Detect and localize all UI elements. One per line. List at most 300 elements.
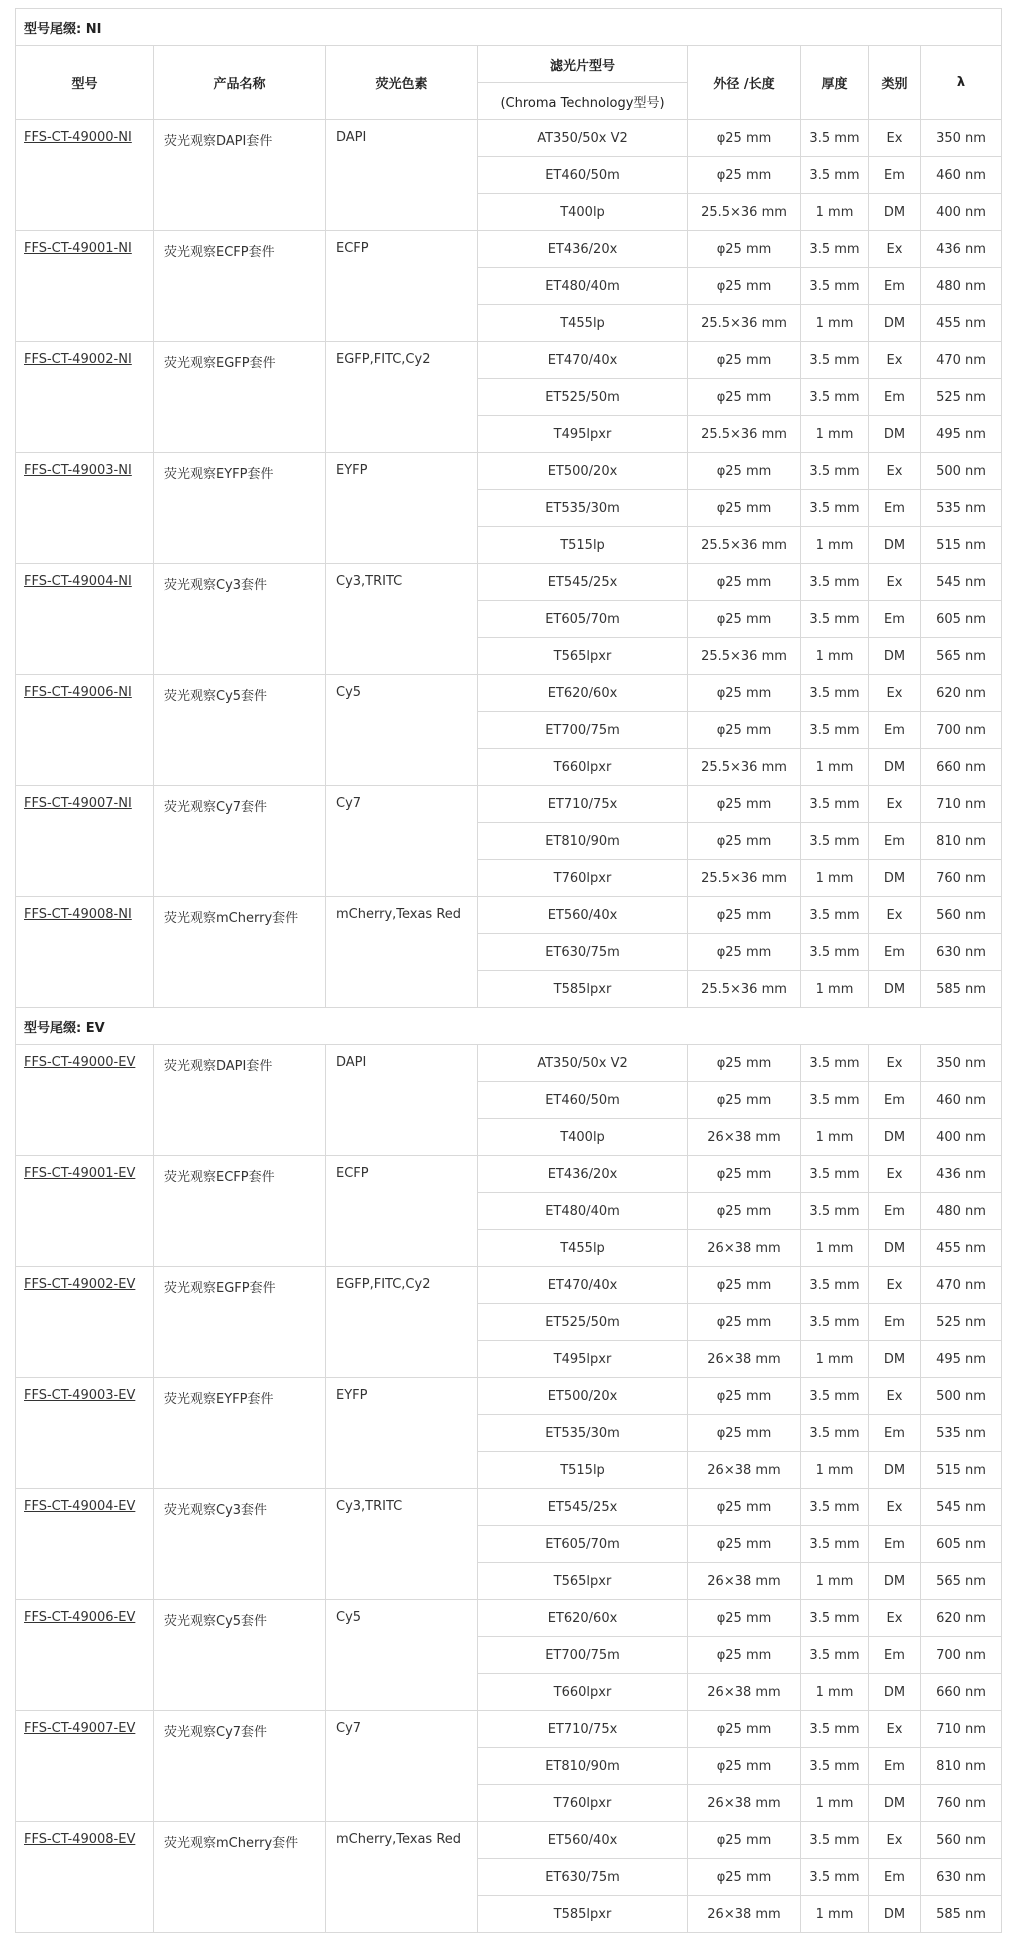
product-code-link[interactable]: FFS-CT-49006-NI (24, 685, 132, 700)
product-code-cell (16, 1711, 154, 1822)
filter-type: Ex (869, 675, 921, 712)
filter-type: Em (869, 934, 921, 971)
column-header-sub: (Chroma Technology型号) (478, 83, 688, 120)
filter-type: DM (869, 1674, 921, 1711)
filter-wavelength: 400 nm (921, 194, 1002, 231)
filter-type: DM (869, 416, 921, 453)
filter-size: 26×38 mm (688, 1896, 801, 1933)
filter-wavelength: 525 nm (921, 379, 1002, 416)
fluorophore: EYFP (326, 453, 478, 564)
filter-thickness: 3.5 mm (801, 601, 869, 638)
product-name: 荧光观察EGFP套件 (154, 342, 326, 453)
product-name: 荧光观察ECFP套件 (154, 231, 326, 342)
filter-type: DM (869, 1119, 921, 1156)
filter-size: φ25 mm (688, 1822, 801, 1859)
product-code-link[interactable]: FFS-CT-49007-NI (24, 796, 132, 811)
filter-wavelength: 560 nm (921, 1822, 1002, 1859)
product-code-cell (16, 120, 154, 231)
filter-size: 26×38 mm (688, 1785, 801, 1822)
product-name: 荧光观察EYFP套件 (154, 453, 326, 564)
filter-model: ET560/40x (478, 1822, 688, 1859)
product-code-link[interactable]: FFS-CT-49008-EV (24, 1832, 136, 1847)
filter-type: Ex (869, 1045, 921, 1082)
filter-thickness: 1 mm (801, 527, 869, 564)
filter-type: Em (869, 1193, 921, 1230)
table-row (16, 1711, 1002, 1748)
filter-size: φ25 mm (688, 1045, 801, 1082)
filter-model: ET630/75m (478, 1859, 688, 1896)
filter-wavelength: 560 nm (921, 897, 1002, 934)
filter-type: DM (869, 1452, 921, 1489)
fluorophore: ECFP (326, 231, 478, 342)
filter-wavelength: 495 nm (921, 1341, 1002, 1378)
filter-thickness: 3.5 mm (801, 934, 869, 971)
filter-model: ET480/40m (478, 1193, 688, 1230)
filter-wavelength: 350 nm (921, 1045, 1002, 1082)
section-title: 型号尾缀: EV (16, 1008, 1002, 1045)
filter-wavelength: 500 nm (921, 453, 1002, 490)
product-name: 荧光观察Cy5套件 (154, 675, 326, 786)
table-row (16, 564, 1002, 601)
product-name: 荧光观察Cy7套件 (154, 1711, 326, 1822)
filter-wavelength: 620 nm (921, 1600, 1002, 1637)
filter-thickness: 3.5 mm (801, 1711, 869, 1748)
filter-thickness: 3.5 mm (801, 342, 869, 379)
filter-model: T585lpxr (478, 971, 688, 1008)
table-row (16, 1378, 1002, 1415)
product-code-cell (16, 786, 154, 897)
filter-wavelength: 710 nm (921, 1711, 1002, 1748)
filter-wavelength: 470 nm (921, 342, 1002, 379)
filter-wavelength: 700 nm (921, 712, 1002, 749)
filter-model: ET545/25x (478, 1489, 688, 1526)
filter-thickness: 1 mm (801, 971, 869, 1008)
filter-thickness: 3.5 mm (801, 1748, 869, 1785)
filter-model: AT350/50x V2 (478, 1045, 688, 1082)
filter-type: DM (869, 194, 921, 231)
filter-type: Ex (869, 1378, 921, 1415)
filter-size: 26×38 mm (688, 1341, 801, 1378)
filter-model: ET605/70m (478, 1526, 688, 1563)
filter-thickness: 1 mm (801, 1785, 869, 1822)
filter-thickness: 3.5 mm (801, 1822, 869, 1859)
filter-wavelength: 760 nm (921, 1785, 1002, 1822)
filter-size: 25.5×36 mm (688, 749, 801, 786)
filter-size: φ25 mm (688, 268, 801, 305)
filter-model: T495lpxr (478, 416, 688, 453)
column-header: λ (921, 46, 1002, 120)
filter-model: ET545/25x (478, 564, 688, 601)
filter-wavelength: 500 nm (921, 1378, 1002, 1415)
filter-model: ET620/60x (478, 675, 688, 712)
filter-model: T565lpxr (478, 638, 688, 675)
filter-thickness: 3.5 mm (801, 268, 869, 305)
product-code-cell (16, 564, 154, 675)
filter-thickness: 3.5 mm (801, 1415, 869, 1452)
filter-model: T515lp (478, 1452, 688, 1489)
filter-model: ET620/60x (478, 1600, 688, 1637)
product-code-link[interactable]: FFS-CT-49004-EV (24, 1499, 136, 1514)
filter-model: T455lp (478, 305, 688, 342)
filter-thickness: 3.5 mm (801, 1045, 869, 1082)
filter-size: 25.5×36 mm (688, 194, 801, 231)
filter-model: ET525/50m (478, 1304, 688, 1341)
filter-wavelength: 460 nm (921, 157, 1002, 194)
filter-size: φ25 mm (688, 1489, 801, 1526)
product-code-link[interactable]: FFS-CT-49004-NI (24, 574, 132, 589)
filter-type: Em (869, 157, 921, 194)
filter-size: 26×38 mm (688, 1230, 801, 1267)
filter-model: ET470/40x (478, 1267, 688, 1304)
table-row (16, 1156, 1002, 1193)
column-header: 型号 (16, 46, 154, 120)
filter-type: Em (869, 1415, 921, 1452)
filter-type: DM (869, 1341, 921, 1378)
filter-type: DM (869, 1563, 921, 1600)
filter-size: φ25 mm (688, 157, 801, 194)
fluorophore: ECFP (326, 1156, 478, 1267)
product-code-cell (16, 897, 154, 1008)
filter-wavelength: 400 nm (921, 1119, 1002, 1156)
fluorophore: Cy7 (326, 1711, 478, 1822)
filter-wavelength: 605 nm (921, 601, 1002, 638)
filter-size: φ25 mm (688, 897, 801, 934)
filter-wavelength: 535 nm (921, 490, 1002, 527)
filter-model: ET535/30m (478, 1415, 688, 1452)
column-header: 荧光色素 (326, 46, 478, 120)
product-code-link[interactable]: FFS-CT-49006-EV (24, 1610, 136, 1625)
filter-thickness: 3.5 mm (801, 1859, 869, 1896)
product-name: 荧光观察DAPI套件 (154, 120, 326, 231)
filter-wavelength: 545 nm (921, 564, 1002, 601)
fluorophore: mCherry,Texas Red (326, 897, 478, 1008)
filter-type: Em (869, 268, 921, 305)
product-code-cell (16, 1489, 154, 1600)
table-row (16, 120, 1002, 157)
product-code-link[interactable]: FFS-CT-49002-NI (24, 352, 132, 367)
filter-model: ET500/20x (478, 453, 688, 490)
fluorophore: Cy3,TRITC (326, 564, 478, 675)
filter-type: DM (869, 1230, 921, 1267)
filter-thickness: 1 mm (801, 305, 869, 342)
filter-wavelength: 495 nm (921, 416, 1002, 453)
filter-thickness: 3.5 mm (801, 1489, 869, 1526)
filter-type: Ex (869, 786, 921, 823)
filter-type: DM (869, 1785, 921, 1822)
product-name: 荧光观察Cy7套件 (154, 786, 326, 897)
filter-model: ET470/40x (478, 342, 688, 379)
filter-model: T660lpxr (478, 1674, 688, 1711)
filter-type: Em (869, 823, 921, 860)
filter-size: φ25 mm (688, 675, 801, 712)
filter-model: T660lpxr (478, 749, 688, 786)
filter-type: DM (869, 638, 921, 675)
fluorophore: Cy7 (326, 786, 478, 897)
filter-type: Ex (869, 1600, 921, 1637)
filter-thickness: 1 mm (801, 749, 869, 786)
product-name: 荧光观察EYFP套件 (154, 1378, 326, 1489)
filter-thickness: 3.5 mm (801, 1193, 869, 1230)
filter-wavelength: 455 nm (921, 1230, 1002, 1267)
filter-size: φ25 mm (688, 1193, 801, 1230)
table-row (16, 453, 1002, 490)
product-code-cell (16, 342, 154, 453)
filter-wavelength: 630 nm (921, 934, 1002, 971)
filter-type: Em (869, 490, 921, 527)
filter-model: ET460/50m (478, 1082, 688, 1119)
filter-type: DM (869, 527, 921, 564)
product-name: 荧光观察DAPI套件 (154, 1045, 326, 1156)
product-name: 荧光观察Cy3套件 (154, 564, 326, 675)
filter-wavelength: 710 nm (921, 786, 1002, 823)
filter-size: φ25 mm (688, 934, 801, 971)
filter-model: T585lpxr (478, 1896, 688, 1933)
product-code-cell (16, 1822, 154, 1933)
filter-wavelength: 350 nm (921, 120, 1002, 157)
filter-set-spec-table (15, 8, 1002, 1933)
filter-size: φ25 mm (688, 1748, 801, 1785)
filter-wavelength: 515 nm (921, 527, 1002, 564)
fluorophore: Cy5 (326, 1600, 478, 1711)
filter-wavelength: 660 nm (921, 1674, 1002, 1711)
filter-type: Em (869, 1748, 921, 1785)
filter-type: Em (869, 712, 921, 749)
filter-type: Ex (869, 897, 921, 934)
filter-size: φ25 mm (688, 120, 801, 157)
filter-wavelength: 470 nm (921, 1267, 1002, 1304)
filter-model: ET500/20x (478, 1378, 688, 1415)
filter-type: Ex (869, 231, 921, 268)
filter-thickness: 1 mm (801, 1452, 869, 1489)
section-title-row (16, 1008, 1002, 1045)
filter-size: φ25 mm (688, 712, 801, 749)
filter-wavelength: 630 nm (921, 1859, 1002, 1896)
filter-size: φ25 mm (688, 1156, 801, 1193)
filter-thickness: 3.5 mm (801, 120, 869, 157)
filter-size: 26×38 mm (688, 1452, 801, 1489)
filter-type: Ex (869, 1489, 921, 1526)
filter-model: ET436/20x (478, 1156, 688, 1193)
filter-thickness: 1 mm (801, 638, 869, 675)
table-row (16, 1267, 1002, 1304)
product-code-link[interactable]: FFS-CT-49008-NI (24, 907, 132, 922)
filter-wavelength: 460 nm (921, 1082, 1002, 1119)
table-row (16, 675, 1002, 712)
filter-model: ET630/75m (478, 934, 688, 971)
filter-thickness: 3.5 mm (801, 157, 869, 194)
filter-wavelength: 565 nm (921, 1563, 1002, 1600)
filter-wavelength: 480 nm (921, 268, 1002, 305)
filter-model: ET810/90m (478, 1748, 688, 1785)
filter-model: ET710/75x (478, 786, 688, 823)
filter-type: DM (869, 749, 921, 786)
filter-size: φ25 mm (688, 1859, 801, 1896)
filter-type: Em (869, 1859, 921, 1896)
filter-model: T400lp (478, 1119, 688, 1156)
filter-wavelength: 436 nm (921, 1156, 1002, 1193)
fluorophore: DAPI (326, 1045, 478, 1156)
filter-thickness: 3.5 mm (801, 1267, 869, 1304)
product-name: 荧光观察mCherry套件 (154, 1822, 326, 1933)
product-code-link[interactable]: FFS-CT-49001-EV (24, 1166, 136, 1181)
filter-size: φ25 mm (688, 453, 801, 490)
filter-wavelength: 760 nm (921, 860, 1002, 897)
fluorophore: EGFP,FITC,Cy2 (326, 342, 478, 453)
filter-wavelength: 455 nm (921, 305, 1002, 342)
filter-size: φ25 mm (688, 1637, 801, 1674)
filter-model: T760lpxr (478, 860, 688, 897)
filter-model: ET480/40m (478, 268, 688, 305)
filter-type: Em (869, 1304, 921, 1341)
filter-thickness: 3.5 mm (801, 379, 869, 416)
product-code-cell (16, 1267, 154, 1378)
filter-size: 25.5×36 mm (688, 860, 801, 897)
filter-thickness: 3.5 mm (801, 1082, 869, 1119)
filter-thickness: 1 mm (801, 1230, 869, 1267)
filter-size: φ25 mm (688, 1526, 801, 1563)
product-code-link[interactable]: FFS-CT-49002-EV (24, 1277, 136, 1292)
table-row (16, 342, 1002, 379)
filter-type: Ex (869, 1267, 921, 1304)
filter-type: Em (869, 1082, 921, 1119)
filter-wavelength: 525 nm (921, 1304, 1002, 1341)
filter-wavelength: 810 nm (921, 823, 1002, 860)
filter-size: φ25 mm (688, 1304, 801, 1341)
filter-size: φ25 mm (688, 786, 801, 823)
filter-size: φ25 mm (688, 1711, 801, 1748)
column-header: 滤光片型号 (478, 46, 688, 83)
product-code-cell (16, 231, 154, 342)
table-row (16, 1600, 1002, 1637)
fluorophore: DAPI (326, 120, 478, 231)
filter-size: φ25 mm (688, 823, 801, 860)
filter-thickness: 3.5 mm (801, 564, 869, 601)
filter-model: T515lp (478, 527, 688, 564)
filter-model: ET710/75x (478, 1711, 688, 1748)
filter-size: φ25 mm (688, 490, 801, 527)
filter-thickness: 3.5 mm (801, 712, 869, 749)
table-row (16, 897, 1002, 934)
fluorophore: Cy3,TRITC (326, 1489, 478, 1600)
product-code-cell (16, 453, 154, 564)
filter-type: Ex (869, 1711, 921, 1748)
filter-wavelength: 565 nm (921, 638, 1002, 675)
filter-thickness: 3.5 mm (801, 823, 869, 860)
filter-thickness: 3.5 mm (801, 490, 869, 527)
filter-type: DM (869, 1896, 921, 1933)
product-code-link[interactable]: FFS-CT-49000-NI (24, 130, 132, 145)
filter-thickness: 1 mm (801, 1341, 869, 1378)
filter-model: T495lpxr (478, 1341, 688, 1378)
filter-thickness: 1 mm (801, 1896, 869, 1933)
product-name: 荧光观察Cy3套件 (154, 1489, 326, 1600)
filter-thickness: 1 mm (801, 194, 869, 231)
product-code-cell (16, 675, 154, 786)
filter-wavelength: 545 nm (921, 1489, 1002, 1526)
product-code-cell (16, 1378, 154, 1489)
filter-wavelength: 700 nm (921, 1637, 1002, 1674)
filter-model: ET605/70m (478, 601, 688, 638)
fluorophore: EYFP (326, 1378, 478, 1489)
filter-size: φ25 mm (688, 564, 801, 601)
product-code-link[interactable]: FFS-CT-49003-NI (24, 463, 132, 478)
fluorophore: Cy5 (326, 675, 478, 786)
filter-wavelength: 585 nm (921, 1896, 1002, 1933)
filter-size: 25.5×36 mm (688, 971, 801, 1008)
filter-thickness: 3.5 mm (801, 453, 869, 490)
filter-wavelength: 660 nm (921, 749, 1002, 786)
filter-wavelength: 436 nm (921, 231, 1002, 268)
table-row (16, 786, 1002, 823)
filter-size: φ25 mm (688, 1378, 801, 1415)
product-code-cell (16, 1156, 154, 1267)
product-code-link[interactable]: FFS-CT-49001-NI (24, 241, 132, 256)
filter-wavelength: 480 nm (921, 1193, 1002, 1230)
filter-size: 26×38 mm (688, 1119, 801, 1156)
filter-thickness: 3.5 mm (801, 675, 869, 712)
filter-model: ET700/75m (478, 712, 688, 749)
product-code-cell (16, 1600, 154, 1711)
column-header: 厚度 (801, 46, 869, 120)
filter-thickness: 3.5 mm (801, 1600, 869, 1637)
filter-wavelength: 535 nm (921, 1415, 1002, 1452)
filter-model: T455lp (478, 1230, 688, 1267)
filter-type: Em (869, 1637, 921, 1674)
filter-size: φ25 mm (688, 1415, 801, 1452)
filter-type: Ex (869, 120, 921, 157)
column-header: 类别 (869, 46, 921, 120)
filter-size: 25.5×36 mm (688, 638, 801, 675)
product-name: 荧光观察Cy5套件 (154, 1600, 326, 1711)
fluorophore: mCherry,Texas Red (326, 1822, 478, 1933)
filter-thickness: 3.5 mm (801, 1378, 869, 1415)
filter-size: 25.5×36 mm (688, 416, 801, 453)
product-code-link[interactable]: FFS-CT-49003-EV (24, 1388, 136, 1403)
header-row (16, 46, 1002, 83)
filter-wavelength: 810 nm (921, 1748, 1002, 1785)
filter-type: Em (869, 1526, 921, 1563)
filter-type: Ex (869, 1156, 921, 1193)
filter-size: φ25 mm (688, 379, 801, 416)
table-row (16, 1822, 1002, 1859)
product-code-link[interactable]: FFS-CT-49007-EV (24, 1721, 136, 1736)
filter-model: AT350/50x V2 (478, 120, 688, 157)
filter-thickness: 1 mm (801, 1119, 869, 1156)
filter-type: DM (869, 971, 921, 1008)
filter-thickness: 1 mm (801, 416, 869, 453)
filter-type: Ex (869, 342, 921, 379)
filter-size: 25.5×36 mm (688, 527, 801, 564)
filter-model: ET560/40x (478, 897, 688, 934)
filter-model: T565lpxr (478, 1563, 688, 1600)
filter-model: T760lpxr (478, 1785, 688, 1822)
filter-type: Ex (869, 1822, 921, 1859)
filter-thickness: 3.5 mm (801, 897, 869, 934)
filter-size: φ25 mm (688, 601, 801, 638)
filter-type: Em (869, 379, 921, 416)
product-name: 荧光观察ECFP套件 (154, 1156, 326, 1267)
product-code-link[interactable]: FFS-CT-49000-EV (24, 1055, 136, 1070)
filter-model: ET436/20x (478, 231, 688, 268)
filter-model: T400lp (478, 194, 688, 231)
column-header: 外径 /长度 (688, 46, 801, 120)
filter-wavelength: 620 nm (921, 675, 1002, 712)
filter-size: 25.5×36 mm (688, 305, 801, 342)
filter-model: ET460/50m (478, 157, 688, 194)
filter-size: φ25 mm (688, 1600, 801, 1637)
filter-thickness: 1 mm (801, 1563, 869, 1600)
filter-model: ET700/75m (478, 1637, 688, 1674)
